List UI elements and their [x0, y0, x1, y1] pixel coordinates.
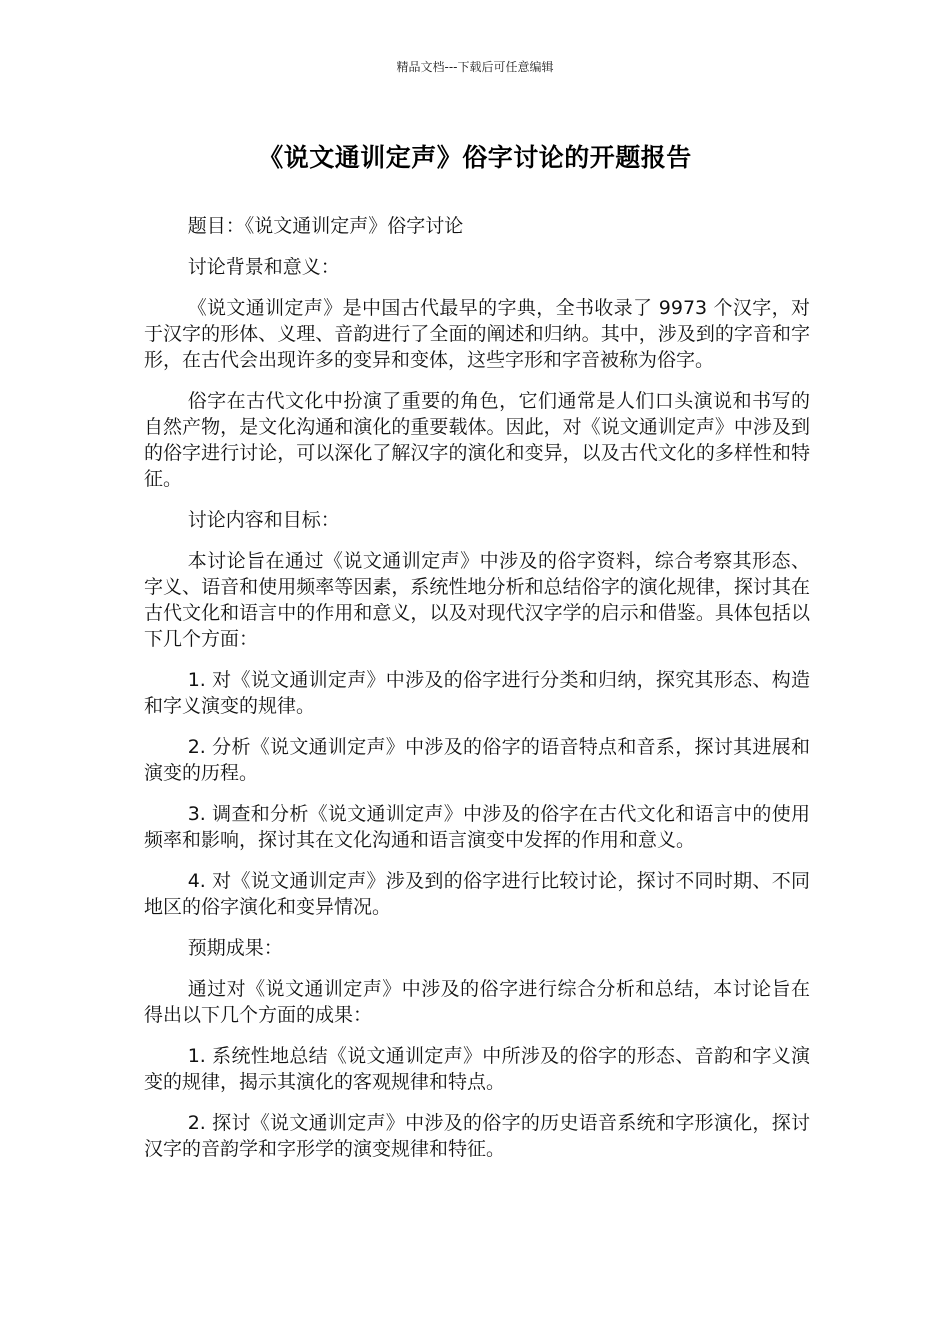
paragraph: 通过对《说文通训定声》中涉及的俗字进行综合分析和总结，本讨论旨在得出以下几个方面的成果： [144, 978, 810, 1026]
section-heading-background: 讨论背景和意义： [187, 256, 340, 278]
paragraph: 俗字在古代文化中扮演了重要的角色，它们通常是人们口头演说和书写的自然产物，是文化沟通和演化的重要载体。因此，对《说文通训定声》中涉及到的俗字进行讨论，可以深化了解汉字的演化和变异，以及古代文化的多样性和特征。 [144, 390, 810, 490]
list-item: 1. 系统性地总结《说文通训定声》中所涉及的俗字的形态、音韵和字义演变的规律，揭示其演化的客观规律和特点。 [144, 1045, 810, 1093]
section-heading-content: 讨论内容和目标： [187, 509, 340, 531]
document-title: 《说文通训定声》俗字讨论的开题报告 [258, 143, 692, 172]
list-item: 2. 分析《说文通训定声》中涉及的俗字的语音特点和音系，探讨其进展和演变的历程。 [144, 736, 810, 784]
paragraph: 本讨论旨在通过《说文通训定声》中涉及的俗字资料，综合考察其形态、字义、语音和使用频率等因素，系统性地分析和总结俗字的演化规律，探讨其在古代文化和语言中的作用和意义，以及对现代汉字学的启示和借鉴。具体包括以下几个方面： [144, 550, 810, 650]
section-heading-results: 预期成果： [187, 937, 283, 959]
list-item: 3. 调查和分析《说文通训定声》中涉及的俗字在古代文化和语言中的使用频率和影响，探讨其在文化沟通和语言演变中发挥的作用和意义。 [144, 803, 810, 851]
list-item: 4. 对《说文通训定声》涉及到的俗字进行比较讨论，探讨不同时期、不同地区的俗字演化和变异情况。 [144, 870, 810, 918]
list-item: 2. 探讨《说文通训定声》中涉及的俗字的历史语音系统和字形演化，探讨汉字的音韵学和字形学的演变规律和特征。 [144, 1112, 810, 1160]
document-body [144, 213, 810, 1177]
topic-line: 题目：《说文通训定声》俗字讨论 [187, 215, 464, 237]
paragraph: 《说文通训定声》是中国古代最早的字典，全书收录了 9973 个汉字，对于汉字的形体、义理、音韵进行了全面的阐述和归纳。其中，涉及到的字音和字形，在古代会出现许多的变异和变体，这些字形和字音被称为俗字。 [144, 297, 810, 371]
page-header: 精品文档---下载后可任意编辑 [396, 60, 554, 74]
list-item: 1. 对《说文通训定声》中涉及的俗字进行分类和归纳，探究其形态、构造和字义演变的规律。 [144, 669, 810, 717]
